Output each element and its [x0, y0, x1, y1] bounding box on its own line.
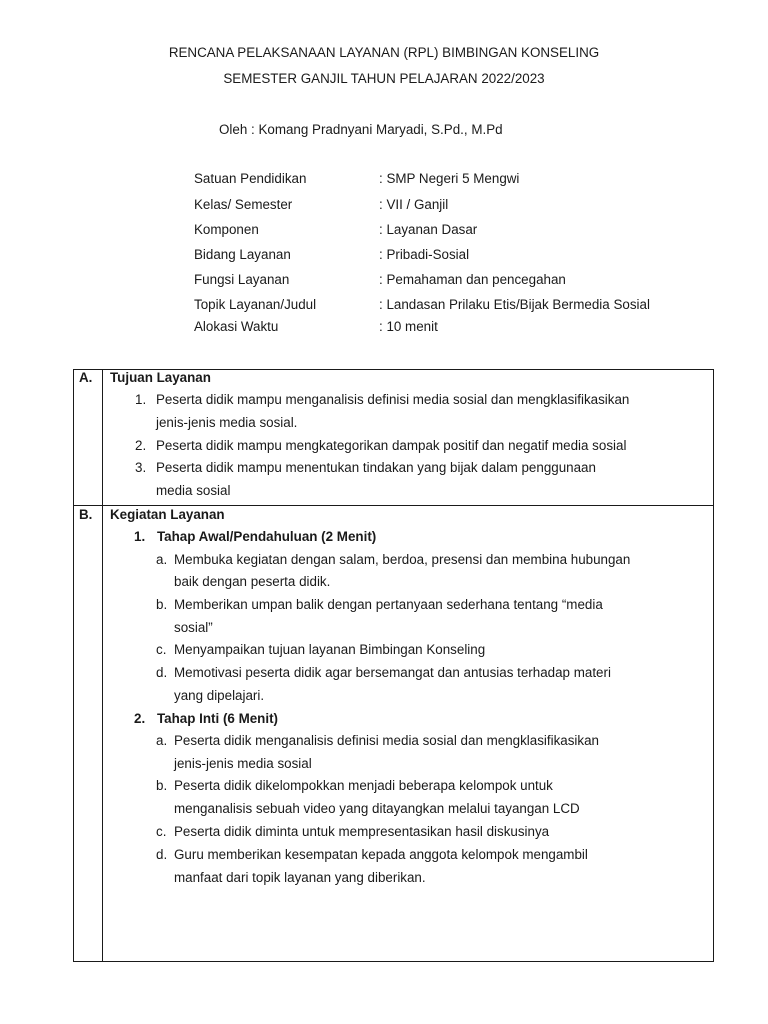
section-b-title: Kegiatan Layanan: [110, 507, 225, 522]
activity-letter: b.: [156, 597, 168, 612]
info-value: : Pemahaman dan pencegahan: [379, 272, 566, 287]
activity-text: baik dengan peserta didik.: [174, 574, 331, 589]
table-border-right: [713, 369, 714, 962]
info-label: Topik Layanan/Judul: [194, 297, 317, 312]
info-label: Fungsi Layanan: [194, 272, 290, 287]
author-line: Oleh : Komang Pradnyani Maryadi, S.Pd., M.Pd: [219, 122, 503, 137]
table-column-divider: [102, 369, 103, 962]
table-border-left: [73, 369, 74, 962]
stage-number: 2.: [134, 711, 146, 726]
activity-text: Memberikan umpan balik dengan pertanyaan sederhana tentang “media: [174, 597, 603, 612]
activity-text: manfaat dari topik layanan yang diberikan.: [174, 870, 426, 885]
activity-text: yang dipelajari.: [174, 688, 265, 703]
objective-text: media sosial: [156, 483, 231, 498]
section-a-title: Tujuan Layanan: [110, 370, 211, 385]
document-title-line2: SEMESTER GANJIL TAHUN PELAJARAN 2022/2023: [223, 71, 545, 86]
activity-letter: a.: [156, 552, 168, 567]
objective-number: 2.: [135, 438, 147, 453]
objective-text: Peserta didik mampu menentukan tindakan yang bijak dalam penggunaan: [156, 460, 596, 475]
activity-text: Peserta didik dikelompokkan menjadi beberapa kelompok untuk: [174, 778, 553, 793]
activity-letter: a.: [156, 733, 168, 748]
stage-title: Tahap Awal/Pendahuluan (2 Menit): [157, 529, 377, 544]
info-value: : Landasan Prilaku Etis/Bijak Bermedia Sosial: [379, 297, 650, 312]
stage-title: Tahap Inti (6 Menit): [157, 711, 279, 726]
activity-letter: d.: [156, 847, 168, 862]
section-a-marker: A.: [79, 370, 93, 385]
info-value: : VII / Ganjil: [379, 197, 449, 212]
activity-text: Menyampaikan tujuan layanan Bimbingan Konseling: [174, 642, 486, 657]
section-b-marker: B.: [79, 507, 93, 522]
activity-letter: c.: [156, 642, 167, 657]
activity-text: Membuka kegiatan dengan salam, berdoa, presensi dan membina hubungan: [174, 552, 631, 567]
activity-text: jenis-jenis media sosial: [174, 756, 312, 771]
info-value: : SMP Negeri 5 Mengwi: [379, 171, 520, 186]
objective-text: Peserta didik mampu menganalisis definisi media sosial dan mengklasifikasikan: [156, 392, 630, 407]
info-label: Satuan Pendidikan: [194, 171, 307, 186]
info-value: : 10 menit: [379, 319, 438, 334]
info-value: : Layanan Dasar: [379, 222, 478, 237]
activity-letter: b.: [156, 778, 168, 793]
activity-text: menganalisis sebuah video yang ditayangkan melalui tayangan LCD: [174, 801, 580, 816]
activity-text: Guru memberikan kesempatan kepada anggota kelompok mengambil: [174, 847, 588, 862]
objective-number: 3.: [135, 460, 147, 475]
stage-number: 1.: [134, 529, 146, 544]
table-border-bottom: [73, 961, 714, 962]
activity-letter: d.: [156, 665, 168, 680]
info-value: : Pribadi-Sosial: [379, 247, 470, 262]
objective-text: Peserta didik mampu mengkategorikan dampak positif dan negatif media sosial: [156, 438, 627, 453]
activity-text: sosial”: [174, 620, 213, 635]
activity-text: Peserta didik diminta untuk mempresentasikan hasil diskusinya: [174, 824, 550, 839]
document-title-line1: RENCANA PELAKSANAAN LAYANAN (RPL) BIMBINGAN KONSELING: [168, 45, 600, 60]
objective-text: jenis-jenis media sosial.: [156, 415, 298, 430]
activity-text: Peserta didik menganalisis definisi media sosial dan mengklasifikasikan: [174, 733, 599, 748]
objective-number: 1.: [135, 392, 147, 407]
table-row-divider: [73, 505, 714, 506]
info-label: Kelas/ Semester: [194, 197, 293, 212]
activity-text: Memotivasi peserta didik agar bersemangat dan antusias terhadap materi: [174, 665, 611, 680]
info-label: Komponen: [194, 222, 259, 237]
info-label: Alokasi Waktu: [194, 319, 279, 334]
info-label: Bidang Layanan: [194, 247, 291, 262]
activity-letter: c.: [156, 824, 167, 839]
